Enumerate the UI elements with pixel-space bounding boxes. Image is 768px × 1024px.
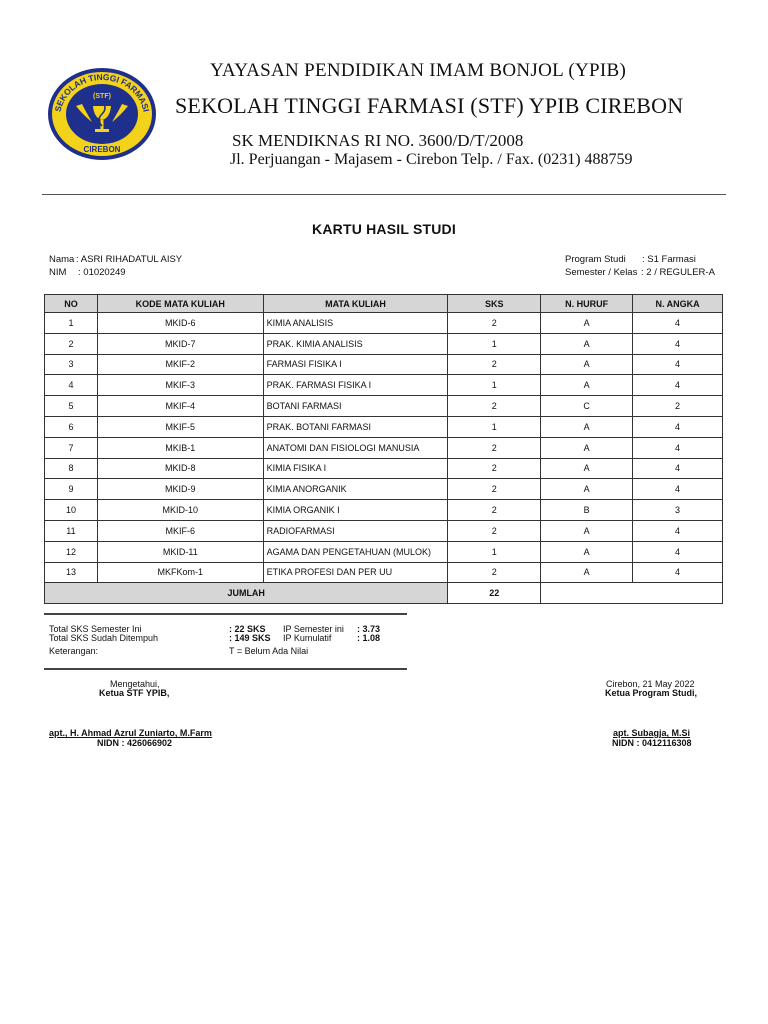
cell-sks: 2 <box>448 562 541 583</box>
cell-sks: 2 <box>448 500 541 521</box>
table-row <box>45 479 723 500</box>
table-row <box>45 333 723 354</box>
right-sign-date: Cirebon, 21 May 2022 <box>606 679 695 689</box>
summary-top-rule <box>44 613 407 615</box>
table-row <box>45 541 723 562</box>
cell-mata-kuliah: KIMIA ANORGANIK <box>263 479 448 500</box>
cell-mata-kuliah: FARMASI FISIKA I <box>263 354 448 375</box>
cell-sks: 1 <box>448 375 541 396</box>
cell-nilai-huruf: A <box>541 562 633 583</box>
summary-bottom-rule <box>44 668 407 670</box>
cell-nilai-huruf: A <box>541 541 633 562</box>
header-mata-kuliah: MATA KULIAH <box>263 295 448 313</box>
cell-sks: 2 <box>448 396 541 417</box>
cell-nilai-huruf: A <box>541 416 633 437</box>
name-label: Nama <box>49 254 75 265</box>
cell-mata-kuliah: ANATOMI DAN FISIOLOGI MANUSIA <box>263 437 448 458</box>
school-logo <box>46 66 158 162</box>
cell-kode: MKIF-4 <box>97 396 263 417</box>
table-row <box>45 416 723 437</box>
right-sign-name: apt. Subagja, M.Si <box>613 728 691 738</box>
right-sign-role: Ketua Program Studi, <box>605 688 698 698</box>
program-label: Program Studi <box>565 254 626 265</box>
page-title: KARTU HASIL STUDI <box>312 221 456 237</box>
cell-no: 1 <box>45 313 98 334</box>
table-row <box>45 500 723 521</box>
cell-sks: 2 <box>448 458 541 479</box>
total-label: JUMLAH <box>45 583 448 604</box>
cell-kode: MKIF-5 <box>97 416 263 437</box>
cell-kode: MKID-8 <box>97 458 263 479</box>
keterangan-label: Keterangan: <box>49 646 99 656</box>
table-row <box>45 313 723 334</box>
student-name: ASRI RIHADATUL AISY <box>80 254 183 265</box>
cell-mata-kuliah: AGAMA DAN PENGETAHUAN (MULOK) <box>263 541 448 562</box>
cell-nilai-angka: 4 <box>633 437 723 458</box>
cell-nilai-angka: 4 <box>633 313 723 334</box>
cell-nilai-angka: 4 <box>633 520 723 541</box>
cell-kode: MKFKom-1 <box>97 562 263 583</box>
cell-nilai-angka: 4 <box>633 416 723 437</box>
ip-kumulatif-value: : 1.08 <box>357 633 381 643</box>
cell-sks: 2 <box>448 479 541 500</box>
cell-kode: MKID-10 <box>97 500 263 521</box>
total-sks: 22 <box>448 583 541 604</box>
cell-nilai-angka: 4 <box>633 479 723 500</box>
sks-total-value: : 149 SKS <box>229 633 271 643</box>
cell-no: 6 <box>45 416 98 437</box>
semester-label: Semester / Kelas <box>565 267 638 278</box>
cell-no: 10 <box>45 500 98 521</box>
cell-kode: MKID-11 <box>97 541 263 562</box>
cell-nilai-huruf: C <box>541 396 633 417</box>
sks-total-label: Total SKS Sudah Ditempuh <box>49 633 159 643</box>
logo-bottom-text: CIREBON <box>83 145 121 154</box>
cell-mata-kuliah: KIMIA ORGANIK I <box>263 500 448 521</box>
decree-number: SK MENDIKNAS RI NO. 3600/D/T/2008 <box>232 131 524 150</box>
letterhead-divider <box>42 194 726 195</box>
table-header-row <box>45 295 723 313</box>
logo-ring-text: SEKOLAH TINGGI FARMASI <box>52 71 152 113</box>
header-kode: KODE MATA KULIAH <box>97 295 263 313</box>
cell-nilai-huruf: A <box>541 375 633 396</box>
cell-mata-kuliah: PRAK. FARMASI FISIKA I <box>263 375 448 396</box>
sks-semester-value: : 22 SKS <box>229 624 266 634</box>
cell-mata-kuliah: PRAK. BOTANI FARMASI <box>263 416 448 437</box>
cell-nilai-huruf: A <box>541 479 633 500</box>
cell-no: 7 <box>45 437 98 458</box>
cell-nilai-huruf: A <box>541 458 633 479</box>
cell-no: 11 <box>45 520 98 541</box>
cell-no: 13 <box>45 562 98 583</box>
cell-nilai-angka: 4 <box>633 375 723 396</box>
table-row <box>45 520 723 541</box>
cell-kode: MKID-7 <box>97 333 263 354</box>
cell-kode: MKIF-2 <box>97 354 263 375</box>
ip-semester-value: : 3.73 <box>357 624 381 634</box>
cell-kode: MKID-9 <box>97 479 263 500</box>
cell-sks: 1 <box>448 333 541 354</box>
cell-nilai-angka: 4 <box>633 541 723 562</box>
cell-mata-kuliah: ETIKA PROFESI DAN PER UU <box>263 562 448 583</box>
cell-kode: MKIB-1 <box>97 437 263 458</box>
cell-nilai-huruf: A <box>541 313 633 334</box>
cell-sks: 2 <box>448 520 541 541</box>
student-nim: 01020249 <box>83 267 126 278</box>
ip-kumulatif-label: IP Kumulatif <box>283 633 332 643</box>
logo-inner-text: (STF) <box>93 93 111 100</box>
header-sks: SKS <box>448 295 541 313</box>
left-sign-role: Ketua STF YPIB, <box>99 688 170 698</box>
school-address: Jl. Perjuangan - Majasem - Cirebon Telp. / Fax. (0231) 488759 <box>230 151 633 168</box>
left-sign-caption: Mengetahui, <box>110 679 160 689</box>
cell-kode: MKIF-6 <box>97 520 263 541</box>
cell-nilai-angka: 4 <box>633 562 723 583</box>
table-row <box>45 437 723 458</box>
cell-sks: 2 <box>448 437 541 458</box>
program-value: S1 Farmasi <box>647 254 696 265</box>
sks-semester-label: Total SKS Semester Ini <box>49 624 142 634</box>
total-row <box>45 583 723 604</box>
student-info-left: Nama : ASRI RIHADATUL AISY NIM : 01020249 <box>49 254 183 278</box>
table-row <box>45 354 723 375</box>
cell-nilai-huruf: A <box>541 333 633 354</box>
cell-no: 3 <box>45 354 98 375</box>
cell-nilai-huruf: B <box>541 500 633 521</box>
table-row <box>45 458 723 479</box>
cell-mata-kuliah: KIMIA ANALISIS <box>263 313 448 334</box>
semester-value: 2 / REGULER-A <box>646 267 715 278</box>
cell-nilai-huruf: A <box>541 520 633 541</box>
left-sign-nidn: NIDN : 426066902 <box>97 738 173 748</box>
grades-table <box>44 294 723 604</box>
cell-nilai-angka: 2 <box>633 396 723 417</box>
cell-mata-kuliah: RADIOFARMASI <box>263 520 448 541</box>
school-name: SEKOLAH TINGGI FARMASI (STF) YPIB CIREBON <box>175 93 684 118</box>
nim-label: NIM <box>49 267 67 278</box>
cell-kode: MKID-6 <box>97 313 263 334</box>
cell-kode: MKIF-3 <box>97 375 263 396</box>
cell-no: 12 <box>45 541 98 562</box>
cell-nilai-angka: 3 <box>633 500 723 521</box>
cell-sks: 2 <box>448 313 541 334</box>
cell-sks: 1 <box>448 416 541 437</box>
cell-nilai-huruf: A <box>541 437 633 458</box>
cell-no: 2 <box>45 333 98 354</box>
ip-semester-label: IP Semester ini <box>283 624 344 634</box>
header-nilai-huruf: N. HURUF <box>541 295 633 313</box>
cell-nilai-huruf: A <box>541 354 633 375</box>
cell-nilai-angka: 4 <box>633 354 723 375</box>
cell-no: 8 <box>45 458 98 479</box>
foundation-name: YAYASAN PENDIDIKAN IMAM BONJOL (YPIB) <box>210 60 627 81</box>
header-no: NO <box>45 295 98 313</box>
table-row <box>45 375 723 396</box>
keterangan-value: T = Belum Ada Nilai <box>229 646 309 656</box>
total-empty <box>541 583 723 604</box>
cell-sks: 1 <box>448 541 541 562</box>
table-row <box>45 396 723 417</box>
cell-no: 4 <box>45 375 98 396</box>
left-sign-name: apt., H. Ahmad Azrul Zuniarto, M.Farm <box>49 728 212 738</box>
cell-mata-kuliah: BOTANI FARMASI <box>263 396 448 417</box>
header-nilai-angka: N. ANGKA <box>633 295 723 313</box>
cell-no: 9 <box>45 479 98 500</box>
cell-no: 5 <box>45 396 98 417</box>
cell-nilai-angka: 4 <box>633 458 723 479</box>
table-row <box>45 562 723 583</box>
cell-sks: 2 <box>448 354 541 375</box>
cell-mata-kuliah: KIMIA FISIKA I <box>263 458 448 479</box>
right-sign-nidn: NIDN : 0412116308 <box>612 738 692 748</box>
student-info-right: Program Studi : S1 Farmasi Semester / Kelas : 2 / REGULER-A <box>565 254 715 278</box>
cell-nilai-angka: 4 <box>633 333 723 354</box>
cell-mata-kuliah: PRAK. KIMIA ANALISIS <box>263 333 448 354</box>
